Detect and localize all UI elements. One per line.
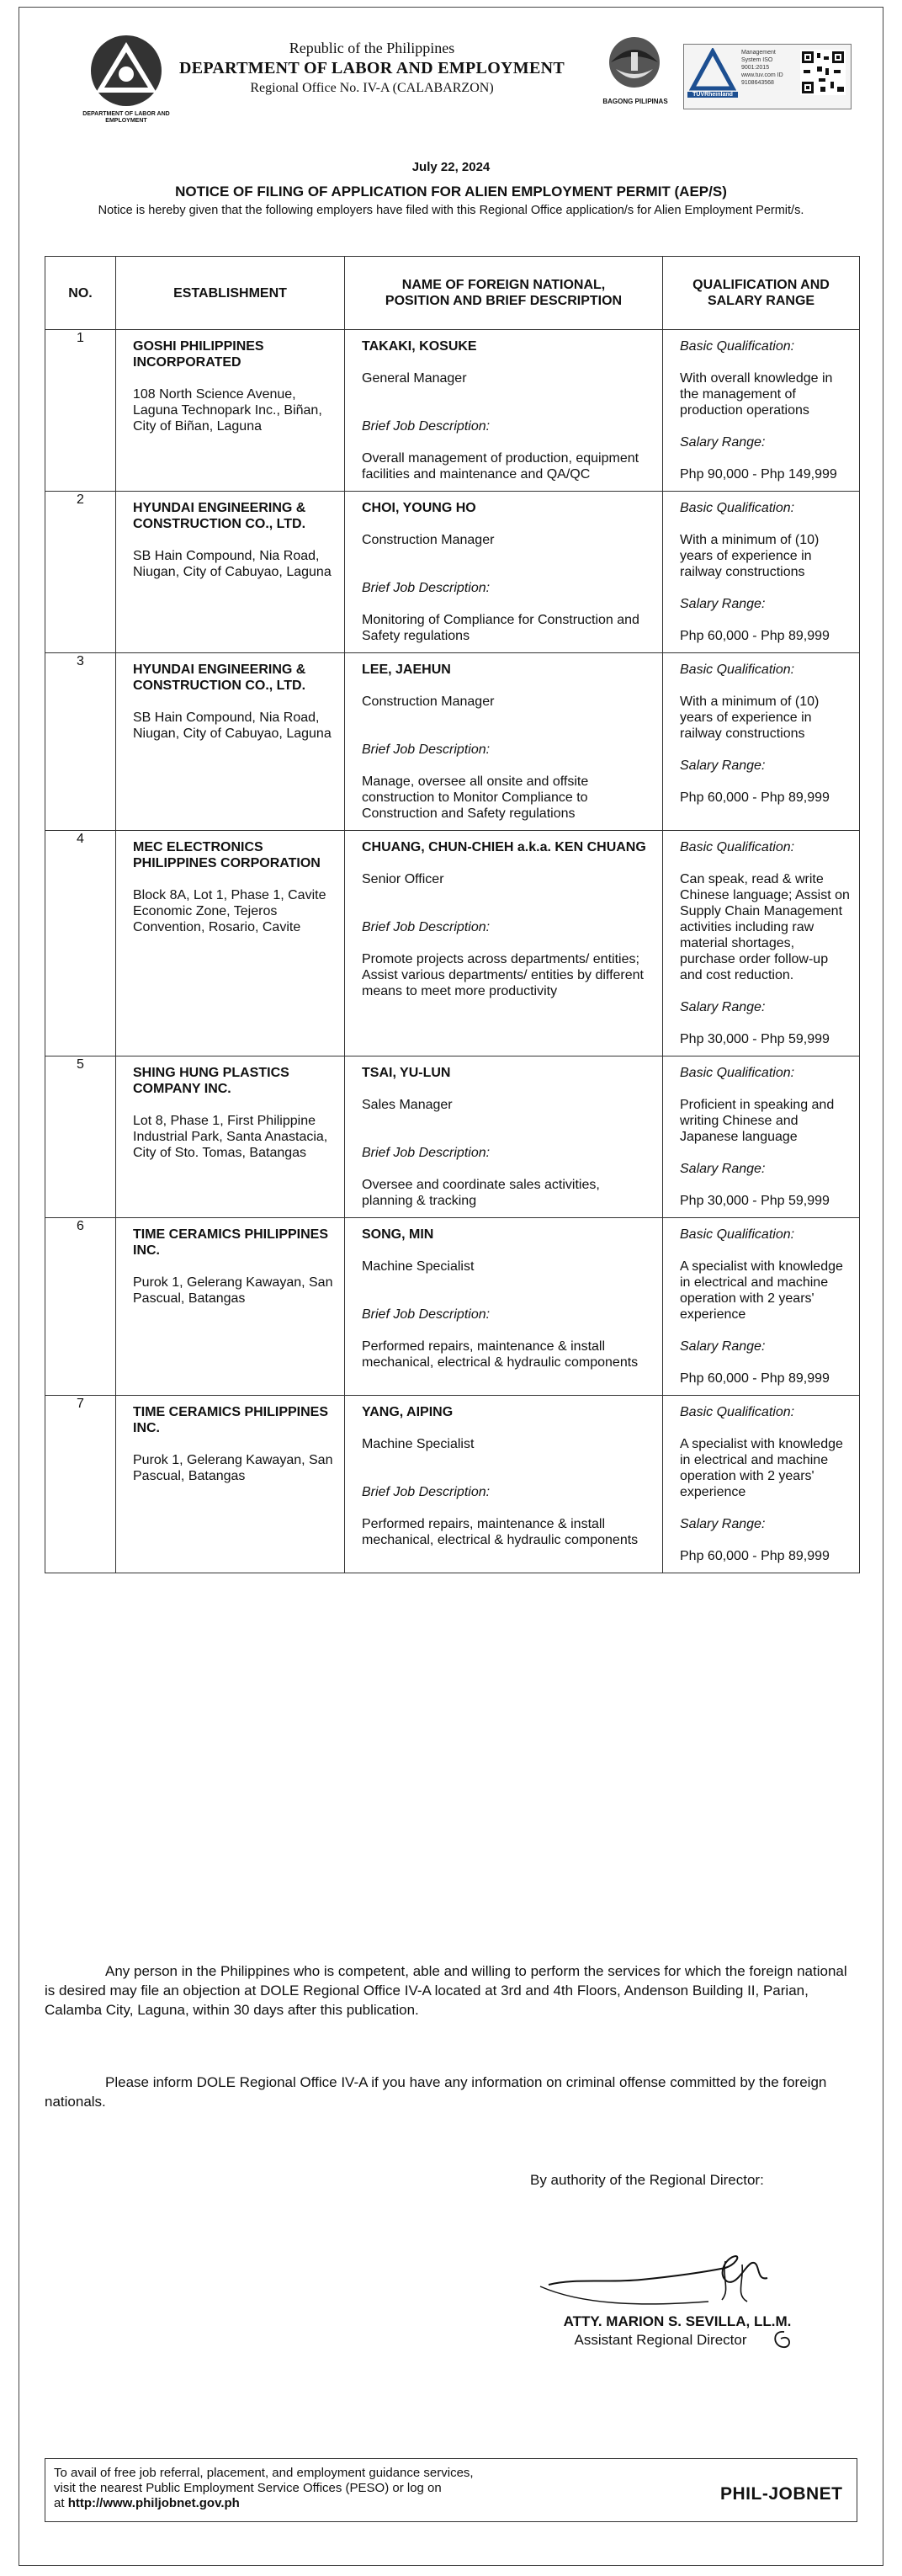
salary-range: Php 30,000 - Php 59,999 — [680, 1032, 830, 1046]
salary-range: Php 60,000 - Php 89,999 — [680, 1371, 830, 1386]
position-title: Construction Manager — [362, 533, 495, 547]
footer-box — [45, 2458, 857, 2522]
brief-description-label: Brief Job Description: — [362, 920, 491, 934]
qualification-cell — [663, 1056, 860, 1218]
establishment-name: SHING HUNG PLASTICS COMPANY INC. — [133, 1066, 289, 1096]
salary-range-label: Salary Range: — [680, 1000, 766, 1014]
establishment-address: Lot 8, Phase 1, First Philippine Industrial Park, Santa Anastacia, City of Sto. Tomas, Batangas — [133, 1114, 328, 1160]
position-title: Senior Officer — [362, 872, 444, 886]
basic-qualification-label: Basic Qualification: — [680, 840, 795, 854]
header-no: NO. — [45, 257, 116, 330]
position-title: Construction Manager — [362, 695, 495, 709]
tuv-text: Management System ISO 9001:2015 www.tuv.com ID 9108643568 — [741, 50, 783, 86]
qr-code-icon — [800, 50, 846, 95]
footer-line2: visit the nearest Public Employment Service Offices (PESO) or log on — [54, 2481, 442, 2495]
table-row — [45, 653, 860, 831]
job-description: Performed repairs, maintenance & install mechanical, electrical & hydraulic components — [362, 1517, 639, 1547]
salary-range-label: Salary Range: — [680, 597, 766, 611]
brief-description-label: Brief Job Description: — [362, 581, 491, 595]
objection-paragraph: Any person in the Philippines who is competent, able and willing to perform the services for which the foreign national is desired may file an objection at DOLE Regional Office IV-A located at 3rd and 4th Floors, Andenson Building II, Parian, Calamba City, Laguna, within 30 days after this publication. — [45, 1963, 847, 2018]
salary-range: Php 30,000 - Php 59,999 — [680, 1194, 830, 1208]
qualification-text: With a minimum of (10) years of experience in railway constructions — [680, 695, 820, 741]
foreign-national-name: SONG, MIN — [362, 1227, 434, 1242]
foreign-national-cell — [345, 330, 663, 492]
position-title: Machine Specialist — [362, 1437, 475, 1451]
signatory-name: ATTY. MARION S. SEVILLA, LL.M. — [563, 2313, 792, 2329]
row-number — [45, 492, 116, 653]
establishment-cell — [116, 1218, 345, 1396]
brief-description-label: Brief Job Description: — [362, 1485, 491, 1499]
foreign-national-name: TSAI, YU-LUN — [362, 1066, 451, 1080]
basic-qualification-label: Basic Qualification: — [680, 1227, 795, 1242]
department-name: DEPARTMENT OF LABOR AND EMPLOYMENT — [178, 59, 565, 77]
notice-title: NOTICE OF FILING OF APPLICATION FOR ALIEN EMPLOYMENT PERMIT (AEP/S) — [175, 184, 727, 200]
qualification-text: With a minimum of (10) years of experience in railway constructions — [680, 533, 820, 579]
basic-qualification-label: Basic Qualification: — [680, 1066, 795, 1080]
establishment-name: TIME CERAMICS PHILIPPINES INC. — [133, 1227, 329, 1258]
job-description: Oversee and coordinate sales activities, planning & tracking — [362, 1178, 600, 1208]
row-number — [45, 1396, 116, 1573]
foreign-national-cell — [345, 831, 663, 1056]
establishment-address: Purok 1, Gelerang Kawayan, San Pascual, Batangas — [133, 1275, 333, 1306]
row-number-text: 5 — [77, 1057, 84, 1072]
salary-range-label: Salary Range: — [680, 758, 766, 773]
foreign-national-name: CHOI, YOUNG HO — [362, 501, 476, 515]
basic-qualification-label: Basic Qualification: — [680, 1405, 795, 1419]
salary-range-label: Salary Range: — [680, 1339, 766, 1354]
header-national-line1: NAME OF FOREIGN NATIONAL, — [401, 278, 606, 292]
department-heading — [178, 39, 565, 98]
header-qual-line1: QUALIFICATION AND — [692, 278, 830, 292]
establishment-address: SB Hain Compound, Nia Road, Niugan, City of Cabuyao, Laguna — [133, 549, 332, 579]
salary-range: Php 60,000 - Php 89,999 — [680, 629, 830, 643]
footer-line3-prefix: at — [54, 2496, 65, 2510]
row-number-text: 2 — [77, 492, 84, 507]
seal-label: DEPARTMENT OF LABOR AND EMPLOYMENT — [82, 111, 170, 124]
job-description: Promote projects across departments/ entities; Assist various departments/ entities by different means to meet more productivity — [362, 952, 644, 998]
establishment-cell — [116, 653, 345, 831]
salary-range: Php 60,000 - Php 89,999 — [680, 1549, 830, 1563]
qualification-text: With overall knowledge in the management of production operations — [680, 371, 833, 418]
job-description: Performed repairs, maintenance & install mechanical, electrical & hydraulic components — [362, 1339, 639, 1370]
foreign-national-cell — [345, 1056, 663, 1218]
row-number-text: 4 — [77, 832, 84, 846]
qualification-cell — [663, 653, 860, 831]
job-description: Manage, oversee all onsite and offsite construction to Monitor Compliance to Construction and Safety regulations — [362, 774, 589, 821]
row-number — [45, 653, 116, 831]
table-row — [45, 492, 860, 653]
tuv-mark: TÜVRheinland — [687, 92, 738, 98]
salary-range: Php 60,000 - Php 89,999 — [680, 790, 830, 805]
aep-applications-table — [45, 256, 860, 1573]
row-number-text: 3 — [77, 654, 84, 668]
footer-line3 — [54, 2496, 660, 2511]
establishment-address: 108 North Science Avenue, Laguna Technopark Inc., Biñan, City of Biñan, Laguna — [133, 387, 322, 434]
brief-description-label: Brief Job Description: — [362, 1146, 491, 1160]
salary-range-label: Salary Range: — [680, 435, 766, 450]
establishment-address: Purok 1, Gelerang Kawayan, San Pascual, Batangas — [133, 1453, 333, 1483]
job-description: Monitoring of Compliance for Construction and Safety regulations — [362, 613, 639, 643]
position-title: Machine Specialist — [362, 1259, 475, 1274]
table-header-row — [45, 257, 860, 330]
foreign-national-cell — [345, 653, 663, 831]
establishment-name: TIME CERAMICS PHILIPPINES INC. — [133, 1405, 329, 1435]
row-number-text: 6 — [77, 1219, 84, 1233]
philjobnet-logo: PHIL-JOBNET — [720, 2484, 843, 2504]
header-establishment: ESTABLISHMENT — [116, 257, 345, 330]
brief-description-label: Brief Job Description: — [362, 419, 491, 434]
row-number-text: 1 — [77, 331, 84, 345]
foreign-national-name: LEE, JAEHUN — [362, 663, 451, 677]
qualification-cell — [663, 330, 860, 492]
job-description: Overall management of production, equipment facilities and maintenance and QA/QC — [362, 451, 639, 482]
bagong-pilipinas-label: BAGONG PILIPINAS — [602, 98, 668, 105]
foreign-national-name: CHUANG, CHUN-CHIEH a.k.a. KEN CHUANG — [362, 840, 646, 854]
establishment-address: Block 8A, Lot 1, Phase 1, Cavite Economic Zone, Tejeros Convention, Rosario, Cavite — [133, 888, 326, 934]
header-qual-line2: SALARY RANGE — [707, 294, 815, 308]
establishment-cell — [116, 492, 345, 653]
basic-qualification-label: Basic Qualification: — [680, 663, 795, 677]
footer-line1: To avail of free job referral, placement, and employment guidance services, — [54, 2466, 474, 2480]
letterhead — [0, 0, 902, 143]
foreign-national-cell — [345, 492, 663, 653]
brief-description-label: Brief Job Description: — [362, 742, 491, 757]
signatory-title: Assistant Regional Director — [574, 2332, 747, 2348]
republic-text: Republic of the Philippines — [289, 40, 455, 56]
foreign-national-name: TAKAKI, KOSUKE — [362, 339, 477, 354]
table-row — [45, 831, 860, 1056]
qualification-text: Can speak, read & write Chinese language; Assist on Supply Chain Management activities including raw material shortages, purchase order follow-up and cost reduction. — [680, 872, 850, 982]
establishment-cell — [116, 330, 345, 492]
salary-range: Php 90,000 - Php 149,999 — [680, 467, 837, 482]
row-number — [45, 1056, 116, 1218]
table-row — [45, 1396, 860, 1573]
row-number — [45, 330, 116, 492]
qualification-cell — [663, 831, 860, 1056]
position-title: Sales Manager — [362, 1098, 453, 1112]
qualification-text: A specialist with knowledge in electrical and machine operation with 2 years' experience — [680, 1437, 843, 1499]
establishment-name: GOSHI PHILIPPINES INCORPORATED — [133, 339, 264, 370]
header-foreign-national — [345, 257, 663, 330]
table-row — [45, 1218, 860, 1396]
table-row — [45, 1056, 860, 1218]
establishment-cell — [116, 831, 345, 1056]
header-qualification — [663, 257, 860, 330]
basic-qualification-label: Basic Qualification: — [680, 339, 795, 354]
notice-intro: Notice is hereby given that the following employers have filed with this Regional Office application/s for Alien Employment Permit/s. — [98, 204, 804, 217]
basic-qualification-label: Basic Qualification: — [680, 501, 795, 515]
authority-line: By authority of the Regional Director: — [530, 2172, 764, 2188]
notice-date: July 22, 2024 — [411, 160, 491, 174]
foreign-national-cell — [345, 1396, 663, 1573]
tuv-certification — [683, 44, 852, 109]
position-title: General Manager — [362, 371, 467, 386]
establishment-address: SB Hain Compound, Nia Road, Niugan, City of Cabuyao, Laguna — [133, 711, 332, 741]
criminal-info-paragraph: Please inform DOLE Regional Office IV-A if you have any information on criminal offense committed by the foreign nationals. — [45, 2074, 827, 2110]
foreign-national-cell — [345, 1218, 663, 1396]
row-number — [45, 831, 116, 1056]
salary-range-label: Salary Range: — [680, 1162, 766, 1176]
brief-description-label: Brief Job Description: — [362, 1307, 491, 1322]
table-row — [45, 330, 860, 492]
establishment-cell — [116, 1396, 345, 1573]
establishment-name: MEC ELECTRONICS PHILIPPINES CORPORATION — [133, 840, 321, 870]
header-national-line2: POSITION AND BRIEF DESCRIPTION — [385, 294, 623, 308]
qualification-text: Proficient in speaking and writing Chinese and Japanese language — [680, 1098, 835, 1144]
philjobnet-link[interactable]: http://www.philjobnet.gov.ph — [67, 2496, 240, 2510]
foreign-national-name: YANG, AIPING — [362, 1405, 454, 1419]
qualification-text: A specialist with knowledge in electrical and machine operation with 2 years' experience — [680, 1259, 843, 1322]
establishment-name: HYUNDAI ENGINEERING & CONSTRUCTION CO., LTD. — [133, 663, 306, 693]
row-number-text: 7 — [77, 1397, 84, 1411]
establishment-cell — [116, 1056, 345, 1218]
qualification-cell — [663, 1396, 860, 1573]
qualification-cell — [663, 492, 860, 653]
salary-range-label: Salary Range: — [680, 1517, 766, 1531]
qualification-cell — [663, 1218, 860, 1396]
establishment-name: HYUNDAI ENGINEERING & CONSTRUCTION CO., LTD. — [133, 501, 306, 531]
footer-text — [54, 2466, 660, 2511]
row-number — [45, 1218, 116, 1396]
regional-office: Regional Office No. IV-A (CALABARZON) — [250, 81, 494, 95]
